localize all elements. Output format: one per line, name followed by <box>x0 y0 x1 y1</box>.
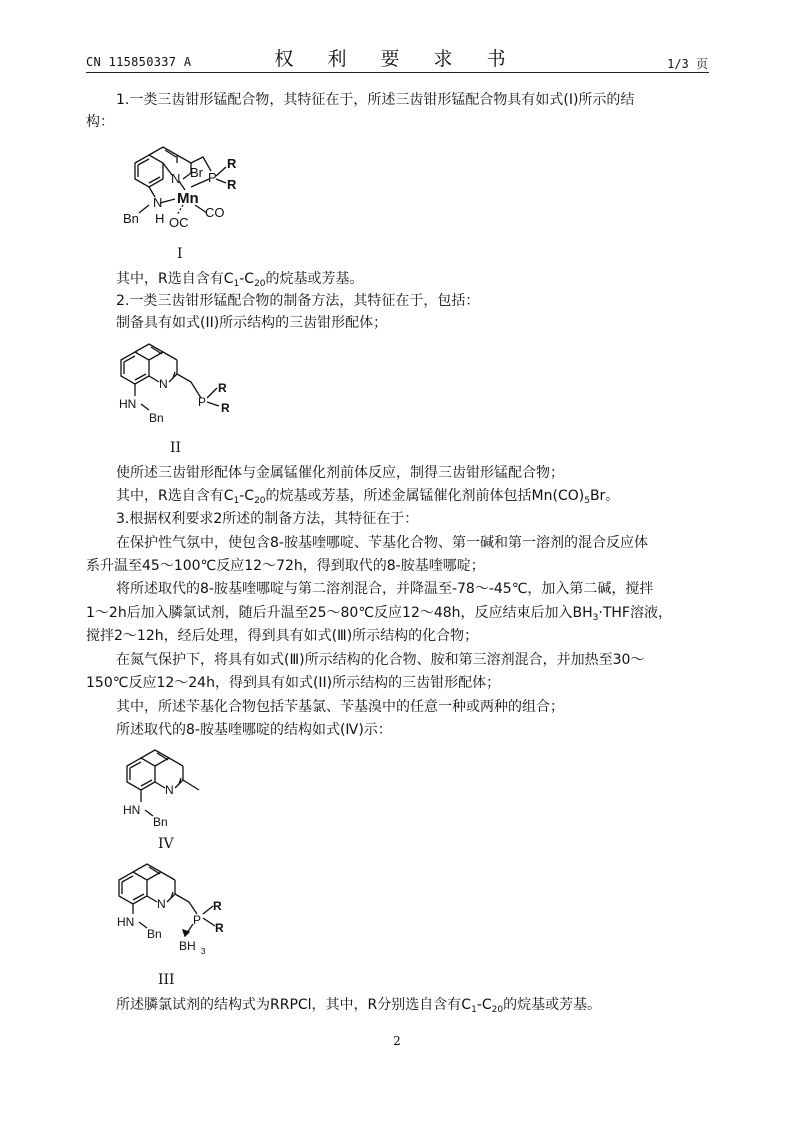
structure-II-svg <box>113 340 243 430</box>
structure-I-atom-Br: Br <box>190 165 203 180</box>
structure-IV-atom-N: N <box>165 783 174 797</box>
claim-3-last-text-b: -C <box>476 997 492 1013</box>
structure-I-atom-Mn: Mn <box>177 190 199 207</box>
claim-3-line-1: 3.根据权利要求2所述的制备方法，其特征在于： <box>116 511 419 527</box>
claim-1-r-sub-20: 20 <box>254 279 266 289</box>
claim-3-line-10: 所述取代的8-胺基喹哪啶的结构如式(Ⅳ)示： <box>116 722 392 738</box>
claim-1-r-text-c: 的烷基或芳基。 <box>265 271 364 287</box>
structure-II-atom-R1: R <box>218 381 227 395</box>
structure-II-atom-P: P <box>198 395 207 409</box>
claim-2-r-sub-20: 20 <box>254 496 266 506</box>
structure-I-atom-OC: OC <box>169 215 189 230</box>
claim-3-line-9: 其中，所述苄基化合物包括苄基氯、苄基溴中的任意一种或两种的组合； <box>116 699 564 715</box>
claim-1-line-2: 构： <box>86 114 114 130</box>
structure-III-atom-R2: R <box>215 921 224 935</box>
structure-I-atom-P: P <box>208 170 217 185</box>
structure-I-atom-Bn: Bn <box>123 211 139 226</box>
structure-III-atom-BH: BH <box>179 939 196 953</box>
structure-II-atom-HN: HN <box>119 397 137 411</box>
structure-I-label: I <box>177 246 183 262</box>
claim-1-r-text-b: -C <box>239 271 255 287</box>
structure-IV-svg <box>113 748 223 828</box>
structure-III-atom-HN: HN <box>117 915 135 929</box>
claim-3-last-sub-1: 1 <box>471 1005 477 1015</box>
document-number: CN 115850337 A <box>86 55 192 69</box>
claim-3-last-sub-20: 20 <box>491 1005 504 1015</box>
structure-I-atom-NH-H: H <box>155 211 165 226</box>
claim-3-line-5-sub-3: 3 <box>592 613 599 623</box>
structure-III-svg <box>113 862 243 962</box>
structure-IV-atom-HN: HN <box>123 803 141 817</box>
claim-2-r-definition <box>116 487 711 505</box>
claim-3-line-2: 在保护性气氛中，使包含8-胺基喹哪啶、苄基化合物、第一碱和第一溶剂的混合反应体 <box>116 535 648 551</box>
claim-2-r-sub-5: 5 <box>584 496 590 506</box>
structure-IV <box>113 748 223 828</box>
claim-3-last-text-c: 的烷基或芳基。 <box>503 997 602 1013</box>
structure-I-atom-CO: CO <box>205 205 225 220</box>
claim-1-line-1: 1.一类三齿钳形锰配合物，其特征在于，所述三齿钳形锰配合物具有如式(I)所示的结 <box>116 92 635 108</box>
claim-3-line-6: 搅拌2～12h，经后处理，得到具有如式(Ⅲ)所示结构的化合物； <box>86 628 479 644</box>
claim-2-r-text-b: -C <box>239 488 255 504</box>
structure-III-atom-N: N <box>157 897 166 911</box>
claim-1-r-definition <box>116 270 711 288</box>
structure-III-atom-BH-sub: 3 <box>201 947 206 956</box>
page-count: 1/3 页 <box>667 57 708 71</box>
claim-3-last-text-a: 所述膦氯试剂的结构式为RRPCl，其中，R分别选自含有C <box>116 997 472 1013</box>
structure-I <box>113 135 263 235</box>
structure-I-atom-N: N <box>171 171 181 186</box>
page-number: 2 <box>393 1034 401 1048</box>
structure-III-atom-Bn: Bn <box>147 927 162 941</box>
claim-1-r-sub-1: 1 <box>233 279 240 289</box>
structure-II-atom-N: N <box>159 377 168 391</box>
structure-II-label: II <box>170 440 182 456</box>
claim-3-line-3: 系升温至45～100℃反应12～72h，得到取代的8-胺基喹哪啶； <box>86 558 485 574</box>
structure-I-atom-NH-N: N <box>153 195 163 210</box>
claim-2-r-sub-1: 1 <box>233 496 240 506</box>
section-title: 权 利 要 求 书 <box>274 48 520 70</box>
claim-2-line-1: 2.一类三齿钳形锰配合物的制备方法，其特征在于，包括： <box>116 293 480 309</box>
structure-IV-atom-Bn: Bn <box>153 815 168 828</box>
structure-III-atom-P: P <box>193 913 202 927</box>
claim-3-line-5-text-a: 1～2h后加入膦氯试剂，随后升温至25～80℃反应12～48h，反应结束后加入BH <box>86 605 593 621</box>
claim-2-r-text-c: 的烷基或芳基，所述金属锰催化剂前体包括Mn(CO) <box>265 488 585 504</box>
structure-III-label: III <box>158 972 175 988</box>
structure-I-atom-R1: R <box>227 156 237 171</box>
structure-IV-label: IV <box>158 836 174 852</box>
claim-3-line-5-text-b: ·THF溶液， <box>598 605 672 621</box>
claim-2-r-text-a: 其中，R选自含有C <box>116 488 234 504</box>
structure-I-svg <box>113 135 263 235</box>
claim-3-line-8: 150℃反应12～24h，得到具有如式(II)所示结构的三齿钳形配体； <box>86 675 501 691</box>
claim-2-line-2: 制备具有如式(II)所示结构的三齿钳形配体； <box>116 315 388 331</box>
claim-3-line-5 <box>86 604 681 622</box>
claim-3-line-7: 在氮气保护下，将具有如式(Ⅲ)所示结构的化合物、胺和第三溶剂混合，并加热至30～ <box>116 652 645 668</box>
structure-II <box>113 340 243 430</box>
structure-III-atom-R1: R <box>213 899 222 913</box>
claim-2-r-text-d: Br。 <box>589 488 620 504</box>
structure-I-atom-R2: R <box>227 177 237 192</box>
structure-II-atom-Bn: Bn <box>149 411 164 425</box>
header-rule <box>86 72 709 73</box>
structure-II-atom-R2: R <box>221 401 230 415</box>
structure-III <box>113 862 243 962</box>
claim-2-line-3: 使所述三齿钳形配体与金属锰催化剂前体反应，制得三齿钳形锰配合物； <box>116 465 564 481</box>
claim-3-line-4: 将所述取代的8-胺基喹哪啶与第二溶剂混合，并降温至-78～-45℃，加入第二碱，搅拌 <box>116 581 654 597</box>
claim-1-r-text-a: 其中，R选自含有C <box>116 271 234 287</box>
claim-3-phosphine-definition <box>116 996 711 1014</box>
